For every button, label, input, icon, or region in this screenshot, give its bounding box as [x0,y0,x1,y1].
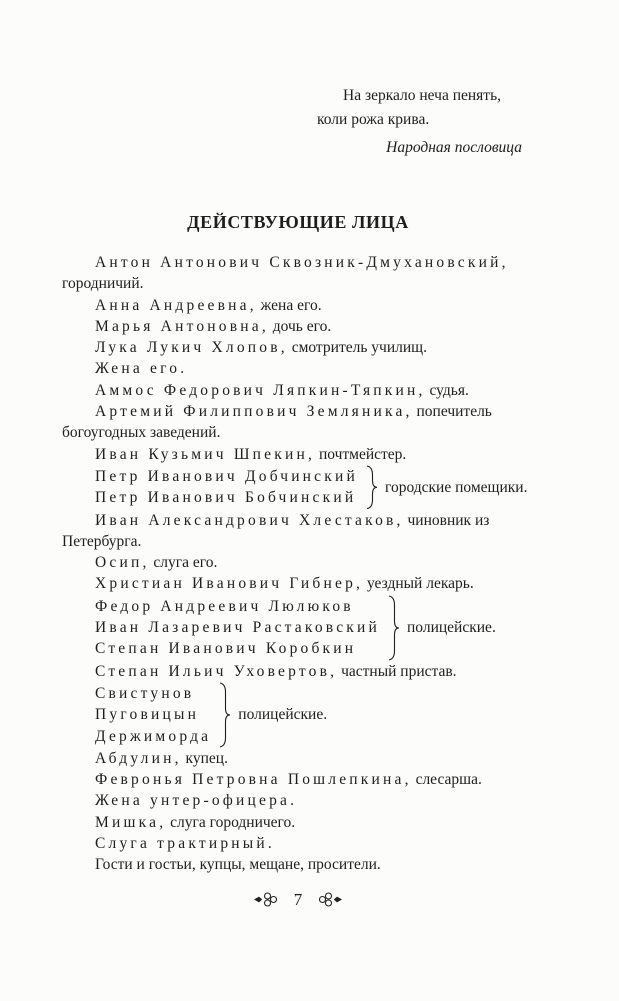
cast-entry [62,748,562,769]
character-description: частный пристав. [341,662,457,680]
character-name: Артемий Филиппович Земляника, [95,403,413,421]
cast-entry [62,444,562,465]
epigraph-line: коли рожа крива. [317,111,430,128]
cast-entry [62,833,562,854]
character-name: Иван Александрович Хлестаков, [95,511,404,529]
character-description: жена его. [260,296,322,314]
cast-group [95,465,562,510]
group-names [95,596,380,660]
page-footer [48,888,548,912]
character-name: Мишка, [95,813,167,831]
cast-entry [62,316,562,337]
character-description: слуга его. [153,554,218,572]
epigraph-line: На зеркало неча пенять, [343,87,502,104]
character-description: судья. [429,381,469,399]
character-description: слуга городничего. [170,813,296,831]
character-description: смотритель училищ. [291,339,427,357]
character-name: Жена унтер-офицера. [95,792,298,810]
character-name: Иван Кузьмич Шпекин, [95,445,316,463]
cast-entry [62,661,562,682]
character-name: Пуговицын [95,706,200,724]
character-description: городничий. [62,275,144,293]
character-description: дочь его. [272,317,332,335]
cast-entry: Гости и гостьи, купцы, мещане, просители. [95,856,381,874]
group-label: полицейские. [407,619,496,637]
character-name: Иван Лазаревич Растаковский [95,619,381,637]
character-name: Осип, [95,554,150,572]
cast-group [95,595,562,661]
page-title: ДЕЙСТВУЮЩИЕ ЛИЦА [187,212,409,232]
group-names [95,466,358,509]
fleuron-left-icon [254,891,277,908]
cast-entry [62,510,562,553]
cast-entry [62,769,562,790]
group-label: полицейские. [238,706,328,724]
character-name: Федор Андреевич Люлюков [95,597,354,615]
cast-group [95,682,562,748]
character-name: Степан Ильич Уховертов, [95,662,338,680]
character-description: слесарша. [415,771,482,789]
cast-entry [62,380,562,401]
cast-entry [62,252,562,295]
character-description: попечитель богоугодных заведений. [62,403,492,442]
epigraph-attribution: Народная пословица [386,139,522,156]
character-name: Петр Иванович Добчинский [95,467,358,485]
cast-list [62,252,562,876]
character-name: Свистунов [95,684,195,702]
fleuron-right-icon [319,891,342,908]
character-name: Абдулин, [95,749,182,767]
group-brace-icon [218,682,231,748]
character-name: Лука Лукич Хлопов, [95,339,288,357]
cast-entry [62,812,562,833]
character-description: чиновник из Петербурга. [62,511,490,550]
group-label: городские помещики. [384,478,528,496]
cast-entry [62,337,562,358]
cast-entry [62,573,562,594]
cast-entry [62,401,562,444]
character-name: Слуга трактирный. [95,835,275,853]
character-description: почтмейстер. [318,445,407,463]
cast-entry [62,358,562,379]
group-brace-icon [387,595,400,661]
character-name: Степан Иванович Коробкин [95,640,357,658]
character-description: купец. [185,749,228,767]
character-name: Антон Антонович Сквозник-Дмухановский, [95,254,509,271]
cast-entry [62,790,562,811]
character-name: Февронья Петровна Пошлепкина, [95,771,412,789]
character-name: Петр Иванович Бобчинский [95,489,357,507]
group-names [95,683,211,747]
character-description: уездный лекарь. [366,575,474,593]
epigraph [317,84,522,160]
cast-entry [62,552,562,573]
character-name: Марья Антоновна, [95,317,269,335]
character-name: Христиан Иванович Гибнер, [95,575,364,593]
group-brace-icon [365,465,378,510]
character-name: Держиморда [95,727,212,745]
cast-entry [62,295,562,316]
page-number: 7 [293,889,303,909]
character-name: Аммос Федорович Ляпкин-Тяпкин, [95,381,426,399]
character-name: Жена его. [95,360,188,378]
character-name: Анна Андреевна, [95,296,257,314]
